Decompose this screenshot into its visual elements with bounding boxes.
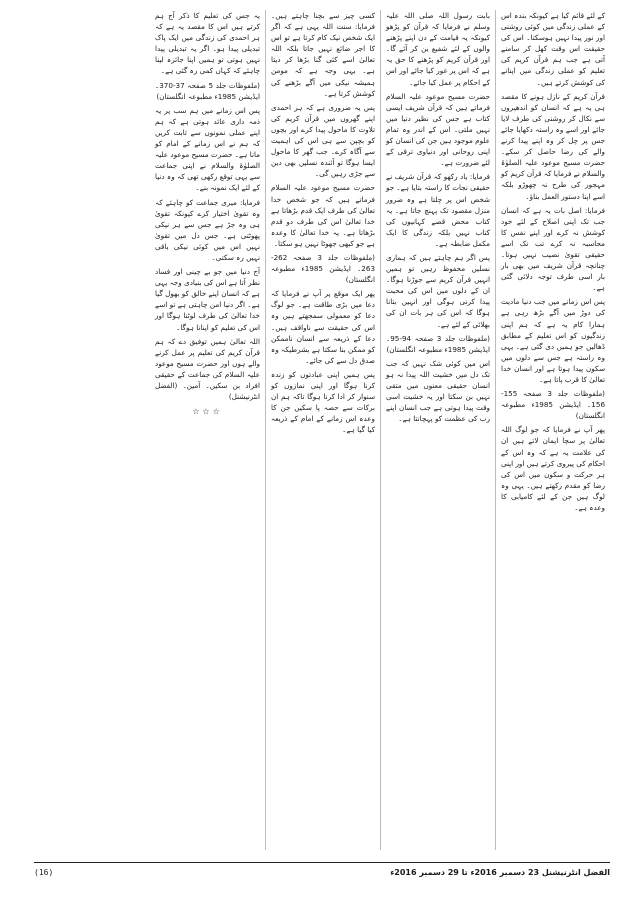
end-mark-stars: ☆☆☆ — [192, 407, 223, 417]
paragraph: فرمایا: میری جماعت کو چاہئے کہ وہ تقویٰ اختیار کرے کیونکہ تقویٰ ہی وہ جڑ ہے جس سے ہر نیکی پھوٹتی ہے۔ جس دل میں تقویٰ نہیں اس میں کوئی نیکی باقی نہیں رہ سکتی۔ — [155, 197, 260, 262]
column-4 — [150, 10, 265, 850]
paragraph: پھر آپ نے فرمایا کہ جو لوگ اللہ تعالیٰ پر سچا ایمان لاتے ہیں ان کی علامت یہ ہے کہ وہ اس کے احکام کی پیروی کرتے ہیں اور اپنی ہر حرکت و سکون میں اس کی رضا کو مقدم رکھتے ہیں۔ یہی وہ لوگ ہیں جن کے لئے کامیابی کا وعدہ ہے۔ — [501, 425, 605, 513]
paragraph: بابت رسول اللہ صلی اللہ علیہ وسلم نے فرمایا کہ قرآن کو پڑھو کیونکہ یہ قیامت کے دن اپنے پڑھنے والوں کے لئے شفیع بن کر آئے گا۔ اور قرآن کریم کو پڑھنے کا حق یہ ہے کہ اس پر غور کیا جائے اور اس کے احکام پر عمل کیا جائے۔ — [386, 11, 490, 87]
issue-line: الفضل انٹرنیشنل 23 دسمبر 2016ء تا 29 دسمبر 2016ء — [390, 867, 610, 877]
citation: (ملفوظات جلد 3 صفحہ 94-95۔ ایڈیشن 1985ء مطبوعہ انگلستان) — [386, 333, 490, 354]
paragraph: پھر ایک موقع پر آپ نے فرمایا کہ دعا میں بڑی طاقت ہے۔ جو لوگ دعا کو معمولی سمجھتے ہیں وہ اس کی حقیقت سے ناواقف ہیں۔ دعا کے ذریعہ سے انسان ناممکن کو ممکن بنا سکتا ہے بشرطیکہ وہ صدق دل سے کی جائے۔ — [271, 289, 375, 365]
paragraph: پس اگر ہم چاہتے ہیں کہ ہماری نسلیں محفوظ رہیں تو ہمیں انہیں قرآن کریم سے جوڑنا ہوگا۔ ان کے دلوں میں اس کی محبت پیدا کرنی ہوگی اور انہیں بتانا ہوگا کہ اس کی ہر بات ان کی بھلائی کے لئے ہے۔ — [386, 252, 490, 329]
paragraph: فرمایا: یاد رکھو کہ قرآن شریف نے حقیقی نجات کا راستہ بتایا ہے۔ جو شخص اس پر چلتا ہے وہ ضرور منزل مقصود تک پہنچ جاتا ہے۔ یہ کتاب محض قصے کہانیوں کی کتاب نہیں بلکہ زندگی کا ایک مکمل ضابطہ ہے۔ — [385, 172, 490, 248]
citation: (ملفوظات جلد 3 صفحہ 262-263۔ ایڈیشن 1985ء مطبوعہ انگلستان) — [271, 252, 376, 285]
page-number: (16) — [34, 867, 54, 877]
paragraph: آج دنیا میں جو بے چینی اور فساد نظر آتا ہے اس کی بنیادی وجہ یہی ہے کہ انسان اپنے خالق کو بھول گیا ہے۔ اگر دنیا امن چاہتی ہے تو اسے خدا تعالیٰ کی طرف لوٹنا ہوگا اور اس کی تعلیم کو اپنانا ہوگا۔ — [155, 267, 260, 332]
column-1 — [495, 10, 610, 850]
paragraph: یہ جس کی تعلیم کا ذکر آج ہم کرتے ہیں اس کا مقصد یہ ہے کہ ہر احمدی کی زندگی میں ایک پاک تبدیلی پیدا ہو۔ اگر یہ تبدیلی پیدا نہیں ہوتی تو ہمیں اپنا جائزہ لینا چاہئے کہ کہاں کمی رہ گئی ہے۔ — [155, 11, 260, 76]
paragraph: پس اس زمانے میں ہم سب پر یہ ذمہ داری عائد ہوتی ہے کہ ہم اپنے عملی نمونوں سے ثابت کریں کہ ہم نے اس زمانے کے امام کو مانا ہے۔ حضرت مسیح موعود علیہ الصلوٰۃ والسلام نے اپنی جماعت سے یہی توقع رکھی تھی کہ وہ دنیا کے لئے ایک نمونہ بنے۔ — [155, 105, 260, 193]
column-2 — [380, 10, 495, 850]
paragraph: فرمایا: اصل بات یہ ہے کہ انسان جب تک اپنی اصلاح کے لئے خود کوشش نہ کرے اور اپنے نفس کا محاسبہ نہ کرے تب تک اسے حقیقی تقویٰ نصیب نہیں ہوتا۔ چنانچہ قرآن شریف میں بھی بار بار اسی طرف توجہ دلائی گئی ہے۔ — [501, 205, 605, 293]
paragraph: قرآن کریم کے نازل ہونے کا مقصد ہی یہ ہے کہ انسان کو اندھیروں سے نکال کر روشنی کی طرف لایا جائے اور اسے وہ راستہ دکھایا جائے جس پر چل کر وہ اپنے پیدا کرنے والے کی رضا حاصل کر سکے۔ حضرت مسیح موعود علیہ الصلوٰۃ والسلام نے فرمایا کہ قرآن کریم کو مہجور کی طرح نہ چھوڑو بلکہ اسے اپنا دستور العمل بناؤ۔ — [501, 91, 605, 201]
paragraph: حضرت مسیح موعود علیہ السلام فرماتے ہیں کہ جو شخص خدا تعالیٰ کی طرف ایک قدم بڑھاتا ہے خدا تعالیٰ اس کی طرف دو قدم بڑھاتا ہے۔ یہ خدا تعالیٰ کا وعدہ ہے جو کبھی جھوٹا نہیں ہو سکتا۔ — [271, 183, 375, 248]
paragraph: اللہ تعالیٰ ہمیں توفیق دے کہ ہم قرآن کریم کی تعلیم پر عمل کرنے والے ہوں اور حضرت مسیح موعود علیہ السلام کی جماعت کے حقیقی افراد بن سکیں۔ آمین۔ (الفضل انٹرنیشنل) — [155, 336, 260, 402]
paragraph: کسی چیز سے بچنا چاہتے ہیں۔ فرمایا: سنت اللہ یہی ہے کہ اگر ایک شخص نیک کام کرتا ہے تو اس کا اجر ضائع نہیں جاتا بلکہ اللہ تعالیٰ اسے کئی گنا بڑھا کر دیتا ہے۔ یہی وجہ ہے کہ مومن ہمیشہ نیکی میں آگے بڑھنے کی کوشش کرتا ہے۔ — [271, 11, 375, 98]
paragraph: پس اس زمانے میں جب دنیا مادیت کی دوڑ میں آگے بڑھ رہی ہے ہمارا کام یہ ہے کہ ہم اپنی زندگیوں کو اس تعلیم کے مطابق ڈھالیں جو ہمیں دی گئی ہے۔ یہی وہ راستہ ہے جس سے دلوں میں سکون پیدا ہوتا ہے اور انسان خدا تعالیٰ کا قرب پاتا ہے۔ — [501, 297, 605, 384]
paragraph: حضرت مسیح موعود علیہ السلام فرماتے ہیں کہ قرآن شریف ایسی کتاب ہے جس کی نظیر دنیا میں نہیں ملتی۔ اس کے اندر وہ تمام علوم موجود ہیں جن کی انسان کو اپنی روحانی اور دنیاوی ترقی کے لئے ضرورت ہے۔ — [386, 91, 490, 168]
page-footer — [34, 862, 610, 878]
citation: (ملفوظات جلد 3 صفحہ 155-156۔ ایڈیشن 1985ء مطبوعہ انگلستان) — [501, 389, 606, 421]
column-3 — [265, 10, 380, 850]
article-columns — [34, 10, 610, 850]
paragraph: پس ہمیں اپنی عبادتوں کو زندہ کرنا ہوگا اور اپنی نمازوں کو سنوار کر ادا کرنا ہوگا تاکہ ہم ان برکات سے حصہ پا سکیں جن کا وعدہ اس زمانے کے امام کے ذریعہ کیا گیا ہے۔ — [271, 369, 375, 435]
paragraph: اس میں کوئی شک نہیں کہ جب تک دل میں خشیت اللہ پیدا نہ ہو انسان حقیقی معنوں میں متقی نہیں بن سکتا اور یہ خشیت اسی وقت پیدا ہوتی ہے جب انسان اپنے رب کی عظمت کو پہچانتا ہے۔ — [386, 358, 490, 424]
citation: (ملفوظات جلد 5 صفحہ 37-370۔ ایڈیشن 1985ء مطبوعہ انگلستان) — [155, 80, 260, 101]
paragraph: پس یہ ضروری ہے کہ ہر احمدی اپنے گھروں میں قرآن کریم کی تلاوت کا ماحول پیدا کرے اور بچوں کو بچپن سے ہی اس کی اہمیت سے آگاہ کرے۔ جب گھر کا ماحول ایسا ہوگا تو آئندہ نسلیں بھی دین سے جڑی رہیں گی۔ — [271, 102, 375, 179]
paragraph: کے لئے قائم کیا ہے کیونکہ بندہ اس کے عملی زندگی میں کوئی روشنی اور نور پیدا نہیں ہوسکتا۔ اس کی حقیقت اس وقت کھل کر سامنے آتی ہے جب ہم قرآن کریم کی تعلیم کو عملی زندگی میں اپنانے کی کوشش کرتے ہیں۔ — [501, 11, 605, 87]
